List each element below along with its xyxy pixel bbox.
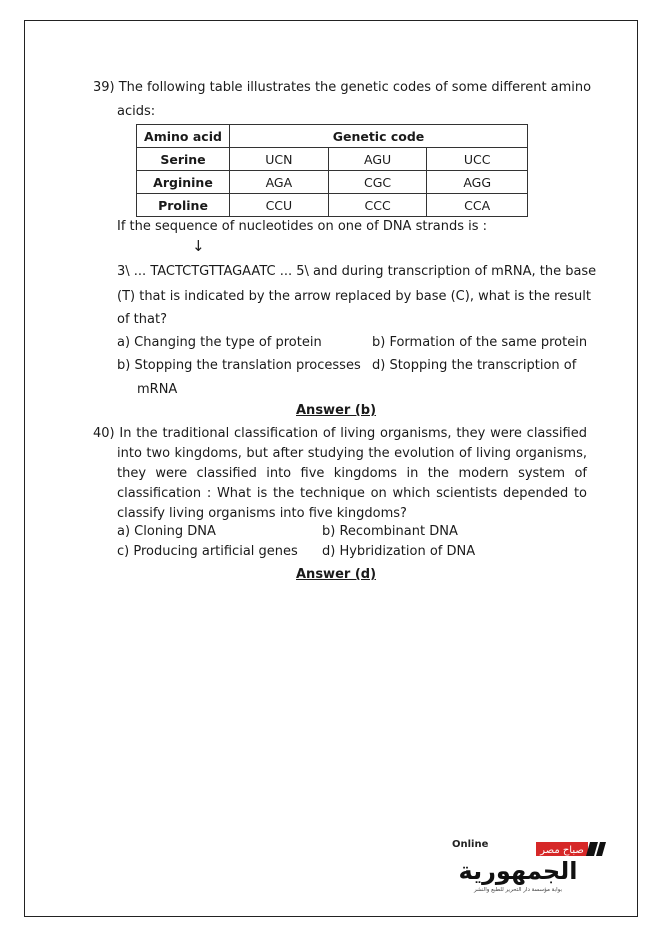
table-row: [137, 194, 528, 217]
q39-body-line1: 3\ ... TACTCTGTTAGAATC ... 5\ and during transcription of mRNA, the base: [117, 264, 597, 279]
q40-option-d: d) Hybridization of DNA: [322, 544, 476, 559]
q40-question: [93, 424, 587, 444]
logo-arabic-small: صباح مصر: [540, 845, 584, 856]
q39-answer: Answer (b): [296, 403, 377, 418]
codon-cell: CCC: [328, 194, 427, 217]
sequence-intro: If the sequence of nucleotides on one of DNA strands is :: [117, 219, 488, 234]
logo-tagline: بوابة مؤسسة دار التحرير للطبع والنشر: [473, 887, 563, 893]
q40-line: they were classified into five kingdoms in the modern system of: [117, 466, 587, 481]
q39-body-line2: (T) that is indicated by the arrow replaced by base (C), what is the result: [117, 289, 591, 304]
codon-cell: CGC: [328, 171, 427, 194]
header-genetic-code: Genetic code: [230, 125, 528, 148]
codon-cell: CCA: [427, 194, 528, 217]
publisher-logo: [428, 835, 608, 895]
amino-acid-cell: Arginine: [137, 171, 230, 194]
codon-cell: AGU: [328, 148, 427, 171]
q39-option-d-cont: mRNA: [137, 382, 178, 397]
codon-cell: CCU: [230, 194, 329, 217]
header-amino-acid: Amino acid: [137, 125, 230, 148]
table-row: [137, 171, 528, 194]
amino-acid-cell: Proline: [137, 194, 230, 217]
q39-option-c: b) Stopping the translation processes: [117, 358, 361, 373]
table-row: [137, 148, 528, 171]
logo-slash-mark: [596, 842, 606, 856]
logo-online-text: Online: [452, 839, 489, 850]
q39-body-line3: of that?: [117, 312, 167, 327]
codon-cell: AGG: [427, 171, 528, 194]
q40-answer: Answer (d): [296, 567, 377, 582]
q40-line: classification : What is the technique on which scientists depended to: [117, 486, 587, 501]
q39-option-b: b) Formation of the same protein: [372, 335, 588, 350]
q40-option-c: c) Producing artificial genes: [117, 544, 298, 559]
q40-option-b: b) Recombinant DNA: [322, 524, 458, 539]
genetic-code-table: [136, 124, 528, 217]
codon-cell: AGA: [230, 171, 329, 194]
codon-cell: UCN: [230, 148, 329, 171]
q40-option-a: a) Cloning DNA: [117, 524, 216, 539]
q40-question-body: [117, 444, 587, 524]
table-header-row: [137, 125, 528, 148]
codon-cell: UCC: [427, 148, 528, 171]
q39-option-d: d) Stopping the transcription of: [372, 358, 577, 373]
q39-option-a: a) Changing the type of protein: [117, 335, 322, 350]
q39-intro-line2: acids:: [117, 104, 156, 119]
down-arrow-icon: ↓: [192, 237, 205, 255]
q40-line: classify living organisms into five kingdoms?: [117, 506, 407, 521]
q39-intro-line1: 39) The following table illustrates the genetic codes of some different amino: [93, 80, 592, 95]
q40-line: into two kingdoms, but after studying the evolution of living organisms,: [117, 446, 587, 461]
logo-arabic-big: الجمهورية: [458, 857, 578, 885]
q40-line: 40) In the traditional classification of living organisms, they were classified: [93, 426, 587, 441]
amino-acid-cell: Serine: [137, 148, 230, 171]
